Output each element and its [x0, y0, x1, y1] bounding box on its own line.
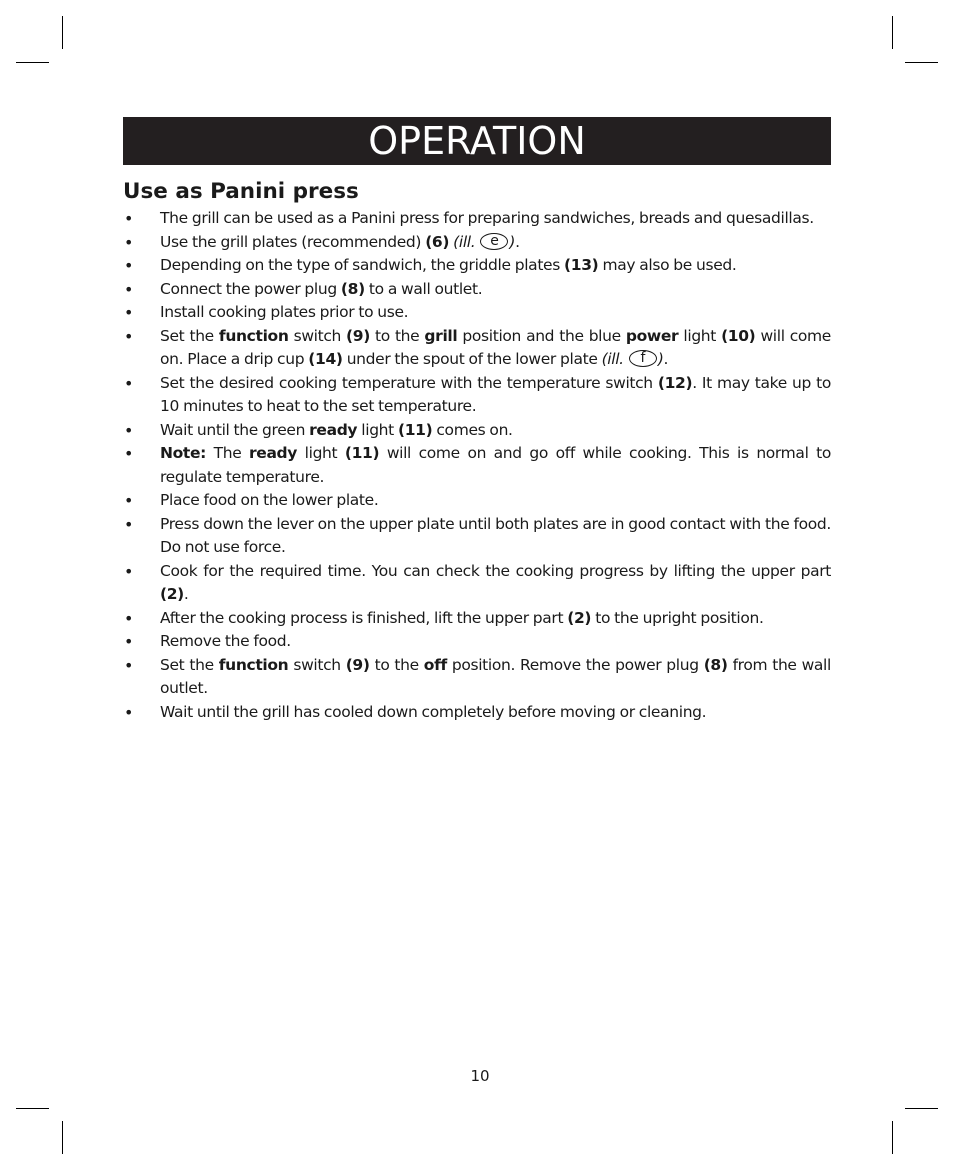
- list-item: [123, 513, 831, 560]
- illustration-ref: (ill.: [601, 350, 628, 368]
- bold-text: (8): [340, 279, 365, 298]
- bold-text: (8): [703, 655, 728, 674]
- list-item: [123, 654, 831, 701]
- text-segment: .: [515, 232, 520, 251]
- list-item: [123, 701, 831, 725]
- text-segment: .: [183, 585, 189, 603]
- text-segment: to the: [369, 655, 424, 674]
- text-segment: Set the: [160, 655, 219, 674]
- page-title: OPERATION: [368, 119, 586, 163]
- bold-text: (11): [344, 444, 380, 462]
- text-segment: Depending on the type of sandwich, the griddle plates: [160, 256, 565, 274]
- text-segment: to the: [369, 326, 425, 345]
- crop-mark-bottom-right-vertical: [892, 1121, 893, 1154]
- bold-text: (12): [657, 373, 693, 392]
- text-segment: Use the grill plates (recommended): [160, 232, 426, 251]
- page-number: 10: [470, 1067, 490, 1085]
- bold-text: (10): [721, 326, 756, 345]
- illustration-letter-icon: e: [480, 233, 508, 250]
- text-segment: light: [357, 420, 398, 439]
- bold-text: grill: [424, 326, 458, 345]
- text-segment: Wait until the grill has cooled down completely before moving or cleaning.: [160, 702, 707, 721]
- illustration-ref: (ill.: [453, 232, 480, 251]
- text-segment: Set the: [160, 326, 219, 345]
- bold-text: ready: [309, 420, 358, 439]
- list-item: [123, 207, 831, 231]
- text-segment: switch: [288, 326, 347, 345]
- text-segment: The: [206, 444, 249, 462]
- list-item: [123, 419, 831, 443]
- text-segment: will come on. Place a drip cup: [160, 326, 831, 368]
- illustration-ref: ): [657, 350, 664, 368]
- text-segment: .: [663, 350, 669, 368]
- illustration-ref: ): [509, 232, 516, 251]
- text-segment: to a wall outlet.: [364, 279, 483, 298]
- list-item: [123, 560, 831, 607]
- text-segment: comes on.: [432, 420, 513, 439]
- bold-text: ready: [248, 444, 298, 462]
- list-item: [123, 325, 831, 372]
- text-segment: . It may take up to 10 minutes to heat to the set temperature.: [160, 373, 831, 415]
- text-segment: Press down the lever on the upper plate until both plates are in good contact with the food. Do not use force.: [160, 514, 831, 556]
- text-segment: Place food on the lower plate.: [160, 491, 379, 509]
- illustration-letter-icon: f: [629, 350, 657, 367]
- text-segment: Install cooking plates prior to use.: [160, 303, 409, 321]
- bold-text: Note:: [160, 444, 206, 462]
- bold-text: function: [218, 326, 289, 345]
- text-segment: Wait until the green: [160, 420, 310, 439]
- crop-mark-top-right-horizontal: [905, 62, 938, 63]
- text-segment: Set the desired cooking temperature with the temperature switch: [160, 373, 658, 392]
- bold-text: (6): [425, 232, 450, 251]
- crop-mark-top-left-horizontal: [16, 62, 49, 63]
- text-segment: Cook for the required time. You can check the cooking progress by lifting the upper part: [160, 561, 831, 580]
- list-item: [123, 442, 831, 489]
- list-item: [123, 607, 831, 631]
- instruction-list: [123, 207, 831, 724]
- text-segment: will come on and go off while cooking. This is normal to regulate temperature.: [160, 444, 831, 486]
- text-segment: Remove the food.: [160, 632, 291, 650]
- crop-mark-top-right-vertical: [892, 16, 893, 49]
- list-item: [123, 231, 831, 255]
- text-segment: position and the blue: [457, 326, 626, 345]
- text-segment: After the cooking process is finished, lift the upper part: [160, 608, 568, 627]
- text-segment: light: [678, 326, 722, 345]
- bold-text: power: [625, 326, 679, 345]
- text-segment: light: [297, 444, 345, 462]
- list-item: [123, 630, 831, 654]
- bold-text: (11): [397, 420, 433, 439]
- list-item: [123, 254, 831, 278]
- bold-text: off: [423, 655, 447, 674]
- text-segment: under the spout of the lower plate: [342, 350, 602, 368]
- text-segment: position. Remove the power plug: [446, 655, 704, 674]
- crop-mark-bottom-left-horizontal: [16, 1108, 49, 1109]
- crop-mark-bottom-right-horizontal: [905, 1108, 938, 1109]
- list-item: [123, 372, 831, 419]
- crop-mark-bottom-left-vertical: [62, 1121, 63, 1154]
- section-banner: [123, 117, 831, 165]
- bold-text: (13): [564, 256, 599, 274]
- text-segment: to the upright position.: [591, 608, 764, 627]
- list-item: [123, 301, 831, 325]
- bold-text: (9): [346, 326, 370, 345]
- list-item: [123, 489, 831, 513]
- bold-text: function: [218, 655, 289, 674]
- bold-text: (9): [345, 655, 370, 674]
- text-segment: Connect the power plug: [160, 279, 341, 298]
- text-segment: may also be used.: [598, 256, 737, 274]
- bold-text: (2): [567, 608, 592, 627]
- text-segment: from the wall outlet.: [160, 655, 831, 697]
- text-segment: The grill can be used as a Panini press for preparing sandwiches, breads and quesadillas.: [160, 209, 814, 227]
- list-item: [123, 278, 831, 302]
- text-segment: switch: [288, 655, 346, 674]
- section-heading: Use as Panini press: [123, 179, 359, 204]
- bold-text: (14): [308, 350, 343, 368]
- bold-text: (2): [160, 585, 184, 603]
- crop-mark-top-left-vertical: [62, 16, 63, 49]
